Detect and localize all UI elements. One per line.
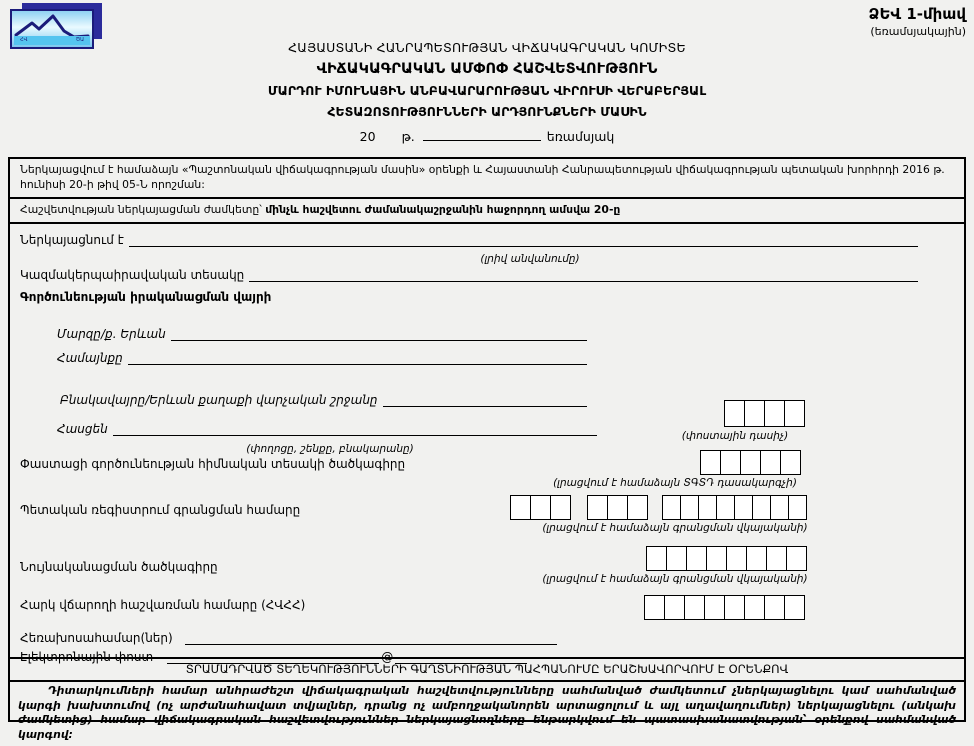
email-field bbox=[20, 649, 527, 664]
input-cell[interactable] bbox=[664, 595, 685, 620]
input-cell[interactable] bbox=[724, 400, 745, 427]
period-t-label: թ. bbox=[401, 129, 415, 144]
input-cell[interactable] bbox=[644, 595, 665, 620]
tin-cells[interactable] bbox=[644, 595, 805, 620]
address-hint: (փողոցը, շենքը, բնակարանը) bbox=[246, 443, 414, 456]
form-body bbox=[8, 157, 966, 741]
form-code-periodicity: (եռամսյակային) bbox=[870, 25, 966, 38]
identification-code-hint: (լրացվում է համաձայն գրանցման վկայականի) bbox=[542, 573, 808, 586]
input-cell[interactable] bbox=[700, 450, 721, 475]
input-cell[interactable] bbox=[686, 546, 707, 571]
state-register-cells-group3[interactable] bbox=[662, 495, 807, 520]
phone-input[interactable] bbox=[185, 630, 557, 645]
input-cell[interactable] bbox=[734, 495, 753, 520]
activity-code-cells[interactable] bbox=[700, 450, 801, 475]
postal-code-hint: (փոստային դասիչ) bbox=[681, 430, 789, 443]
period-year-prefix: 20 bbox=[359, 129, 376, 144]
input-cell[interactable] bbox=[744, 595, 765, 620]
input-cell[interactable] bbox=[720, 450, 741, 475]
input-cell[interactable] bbox=[752, 495, 771, 520]
input-cell[interactable] bbox=[724, 595, 745, 620]
activity-location-header: Գործունեության իրականացման վայրի bbox=[20, 290, 272, 305]
input-cell[interactable] bbox=[764, 595, 785, 620]
input-cell[interactable] bbox=[646, 546, 667, 571]
input-cell[interactable] bbox=[784, 400, 805, 427]
email-domain-input[interactable] bbox=[395, 649, 527, 664]
input-cell[interactable] bbox=[662, 495, 681, 520]
deadline-value: մինչև հաշվետու ժամանակաշրջանին հաջորդող ամսվա 20-ը bbox=[265, 203, 621, 217]
input-cell[interactable] bbox=[680, 495, 699, 520]
settlement-label: Բնակավայրը/Երևան քաղաքի վարչական շրջանը bbox=[60, 393, 378, 408]
phone-field bbox=[20, 630, 557, 645]
input-cell[interactable] bbox=[704, 595, 725, 620]
input-cell[interactable] bbox=[784, 595, 805, 620]
input-cell[interactable] bbox=[740, 450, 761, 475]
activity-code-hint: (լրացվում է համաձայն ՏԳՏԴ դասակարգչի) bbox=[553, 477, 797, 490]
input-cell[interactable] bbox=[770, 495, 789, 520]
org-legal-type-label: Կազմակերպաիրավական տեսակը bbox=[20, 268, 245, 283]
input-cell[interactable] bbox=[764, 400, 785, 427]
phone-label: Հեռախոսահամար(ներ) bbox=[20, 631, 173, 646]
committee-title: ՀԱՅԱՍՏԱՆԻ ՀԱՆՐԱՊԵՏՈՒԹՅԱՆ ՎԻՃԱԿԱԳՐԱԿԱՆ ԿՈՄԻՏԵ bbox=[288, 40, 686, 55]
email-label: Էլեկտրոնային փոստ bbox=[20, 650, 154, 665]
community-input[interactable] bbox=[128, 350, 587, 365]
report-subject-title: ՄԱՐԴՈՒ ԻՄՈՒՆԱՅԻՆ ԱՆԲԱՎԱՐԱՐՈՒԹՅԱՆ ՎԻՐՈՒՍԻ ՎԵՐԱԲԵՐՅԱԼ bbox=[267, 83, 707, 98]
region-field bbox=[57, 326, 587, 341]
form-fields-area bbox=[10, 222, 964, 665]
email-local-input[interactable] bbox=[167, 649, 379, 664]
deadline-label: Հաշվետվության ներկայացման ժամկետը՝ bbox=[20, 203, 266, 217]
input-cell[interactable] bbox=[698, 495, 717, 520]
report-type-title: ՎԻՃԱԿԱԳՐԱԿԱՆ ԱՄՓՈՓ ՀԱՇՎԵՏՎՈՒԹՅՈՒՆ bbox=[316, 61, 658, 77]
liability-row bbox=[10, 680, 964, 746]
tin-label: Հարկ վճարողի հաշվառման համարը (ՀՎՀՀ) bbox=[20, 598, 306, 613]
address-input[interactable] bbox=[113, 421, 597, 436]
deadline-row bbox=[10, 197, 964, 222]
input-cell[interactable] bbox=[746, 546, 767, 571]
input-cell[interactable] bbox=[760, 450, 781, 475]
identification-code-cells[interactable] bbox=[646, 546, 807, 571]
email-at-symbol: @ bbox=[381, 650, 394, 665]
logo-mark-left: ՀՎ bbox=[20, 37, 28, 43]
identification-code-label: Նույնականացման ծածկագիրը bbox=[20, 560, 218, 575]
input-cell[interactable] bbox=[587, 495, 608, 520]
state-register-hint: (լրացվում է համաձայն գրանցման վկայականի) bbox=[542, 522, 808, 535]
form-code: ՁԵՎ 1-միավ bbox=[868, 5, 966, 23]
state-register-label: Պետական ռեգիստրում գրանցման համարը bbox=[20, 503, 301, 518]
form-code-block bbox=[869, 5, 967, 38]
form-titles bbox=[0, 37, 974, 144]
report-period-line bbox=[0, 128, 974, 144]
community-field bbox=[57, 350, 587, 365]
presented-by-hint: (լրիվ անվանումը) bbox=[480, 253, 580, 266]
input-cell[interactable] bbox=[780, 450, 801, 475]
confidentiality-text: ՏՐԱՄԱԴՐՎԱԾ ՏԵՂԵԿՈՒԹՅՈՒՆՆԵՐԻ ԳԱՂՏՆԻՈՒԹՅԱՆ ՊԱՀՊԱՆՈՒՄԸ ԵՐԱՇԽԱՎՈՐՎՈՒՄ Է ՕՐԵՆՔՈՎ bbox=[185, 662, 789, 677]
activity-code-label: Փաստացի գործունեության հիմնական տեսակի ծածկագիրը bbox=[20, 457, 406, 472]
input-cell[interactable] bbox=[744, 400, 765, 427]
logo-mark-right: ԾԱ bbox=[75, 37, 84, 43]
input-cell[interactable] bbox=[726, 546, 747, 571]
state-register-cells-group2[interactable] bbox=[587, 495, 648, 520]
report-results-title: ՀԵՏԱԶՈՏՈՒԹՅՈՒՆՆԵՐԻ ԱՐԴՅՈՒՆՔՆԵՐԻ ՄԱՍԻՆ bbox=[327, 104, 647, 119]
input-cell[interactable] bbox=[706, 546, 727, 571]
input-cell[interactable] bbox=[550, 495, 571, 520]
input-cell[interactable] bbox=[530, 495, 551, 520]
input-cell[interactable] bbox=[766, 546, 787, 571]
legal-basis-row bbox=[10, 159, 964, 197]
settlement-field bbox=[60, 392, 587, 407]
address-field bbox=[57, 421, 597, 436]
input-cell[interactable] bbox=[666, 546, 687, 571]
input-cell[interactable] bbox=[627, 495, 648, 520]
org-legal-type-input[interactable] bbox=[249, 267, 918, 282]
postal-code-cells[interactable] bbox=[724, 400, 805, 427]
presented-by-label: Ներկայացնում է bbox=[20, 233, 124, 248]
settlement-input[interactable] bbox=[383, 392, 587, 407]
input-cell[interactable] bbox=[788, 495, 807, 520]
input-cell[interactable] bbox=[684, 595, 705, 620]
input-cell[interactable] bbox=[786, 546, 807, 571]
input-cell[interactable] bbox=[510, 495, 531, 520]
legal-basis-text: Ներկայացվում է համաձայն «Պաշտոնական վիճակագրության մասին» օրենքի և Հայաստանի Հանրապետության վիճակագրության պետական խորհրդի 2016 թ. հունիսի 20-ի թիվ 05-Ն որոշման: bbox=[20, 163, 945, 192]
org-legal-type-field bbox=[20, 267, 918, 282]
input-cell[interactable] bbox=[607, 495, 628, 520]
liability-text: Դիտարկումների համար անհրաժեշտ վիճակագրական հաշվետվությունները սահմանված ժամկետում չներկայացնելու կամ սահմանված կարգի խախտումով (ոչ արժանահավատ տվյալներ, դրանց ոչ ամբողջականորեն արտացոլում և այլ աղավաղումներ) ներկայացնելու (անկախ ժամկետից) համար վիճակագրական հաշվետվություններ ներկայացնողները ենթարկվում են պատասխանատվության՝ օրենքով սահմանված կարգով: bbox=[18, 684, 956, 741]
state-register-cells-group1[interactable] bbox=[510, 495, 571, 520]
period-quarter-blank[interactable] bbox=[423, 128, 541, 141]
region-label: Մարզը/ք. Երևան bbox=[57, 327, 166, 342]
input-cell[interactable] bbox=[716, 495, 735, 520]
region-input[interactable] bbox=[171, 326, 587, 341]
presented-by-input[interactable] bbox=[129, 232, 918, 247]
period-suffix: եռամսյակ bbox=[546, 129, 615, 144]
presented-by-field bbox=[20, 232, 918, 247]
address-label: Հասցեն bbox=[57, 422, 108, 437]
community-label: Համայնքը bbox=[57, 351, 123, 366]
